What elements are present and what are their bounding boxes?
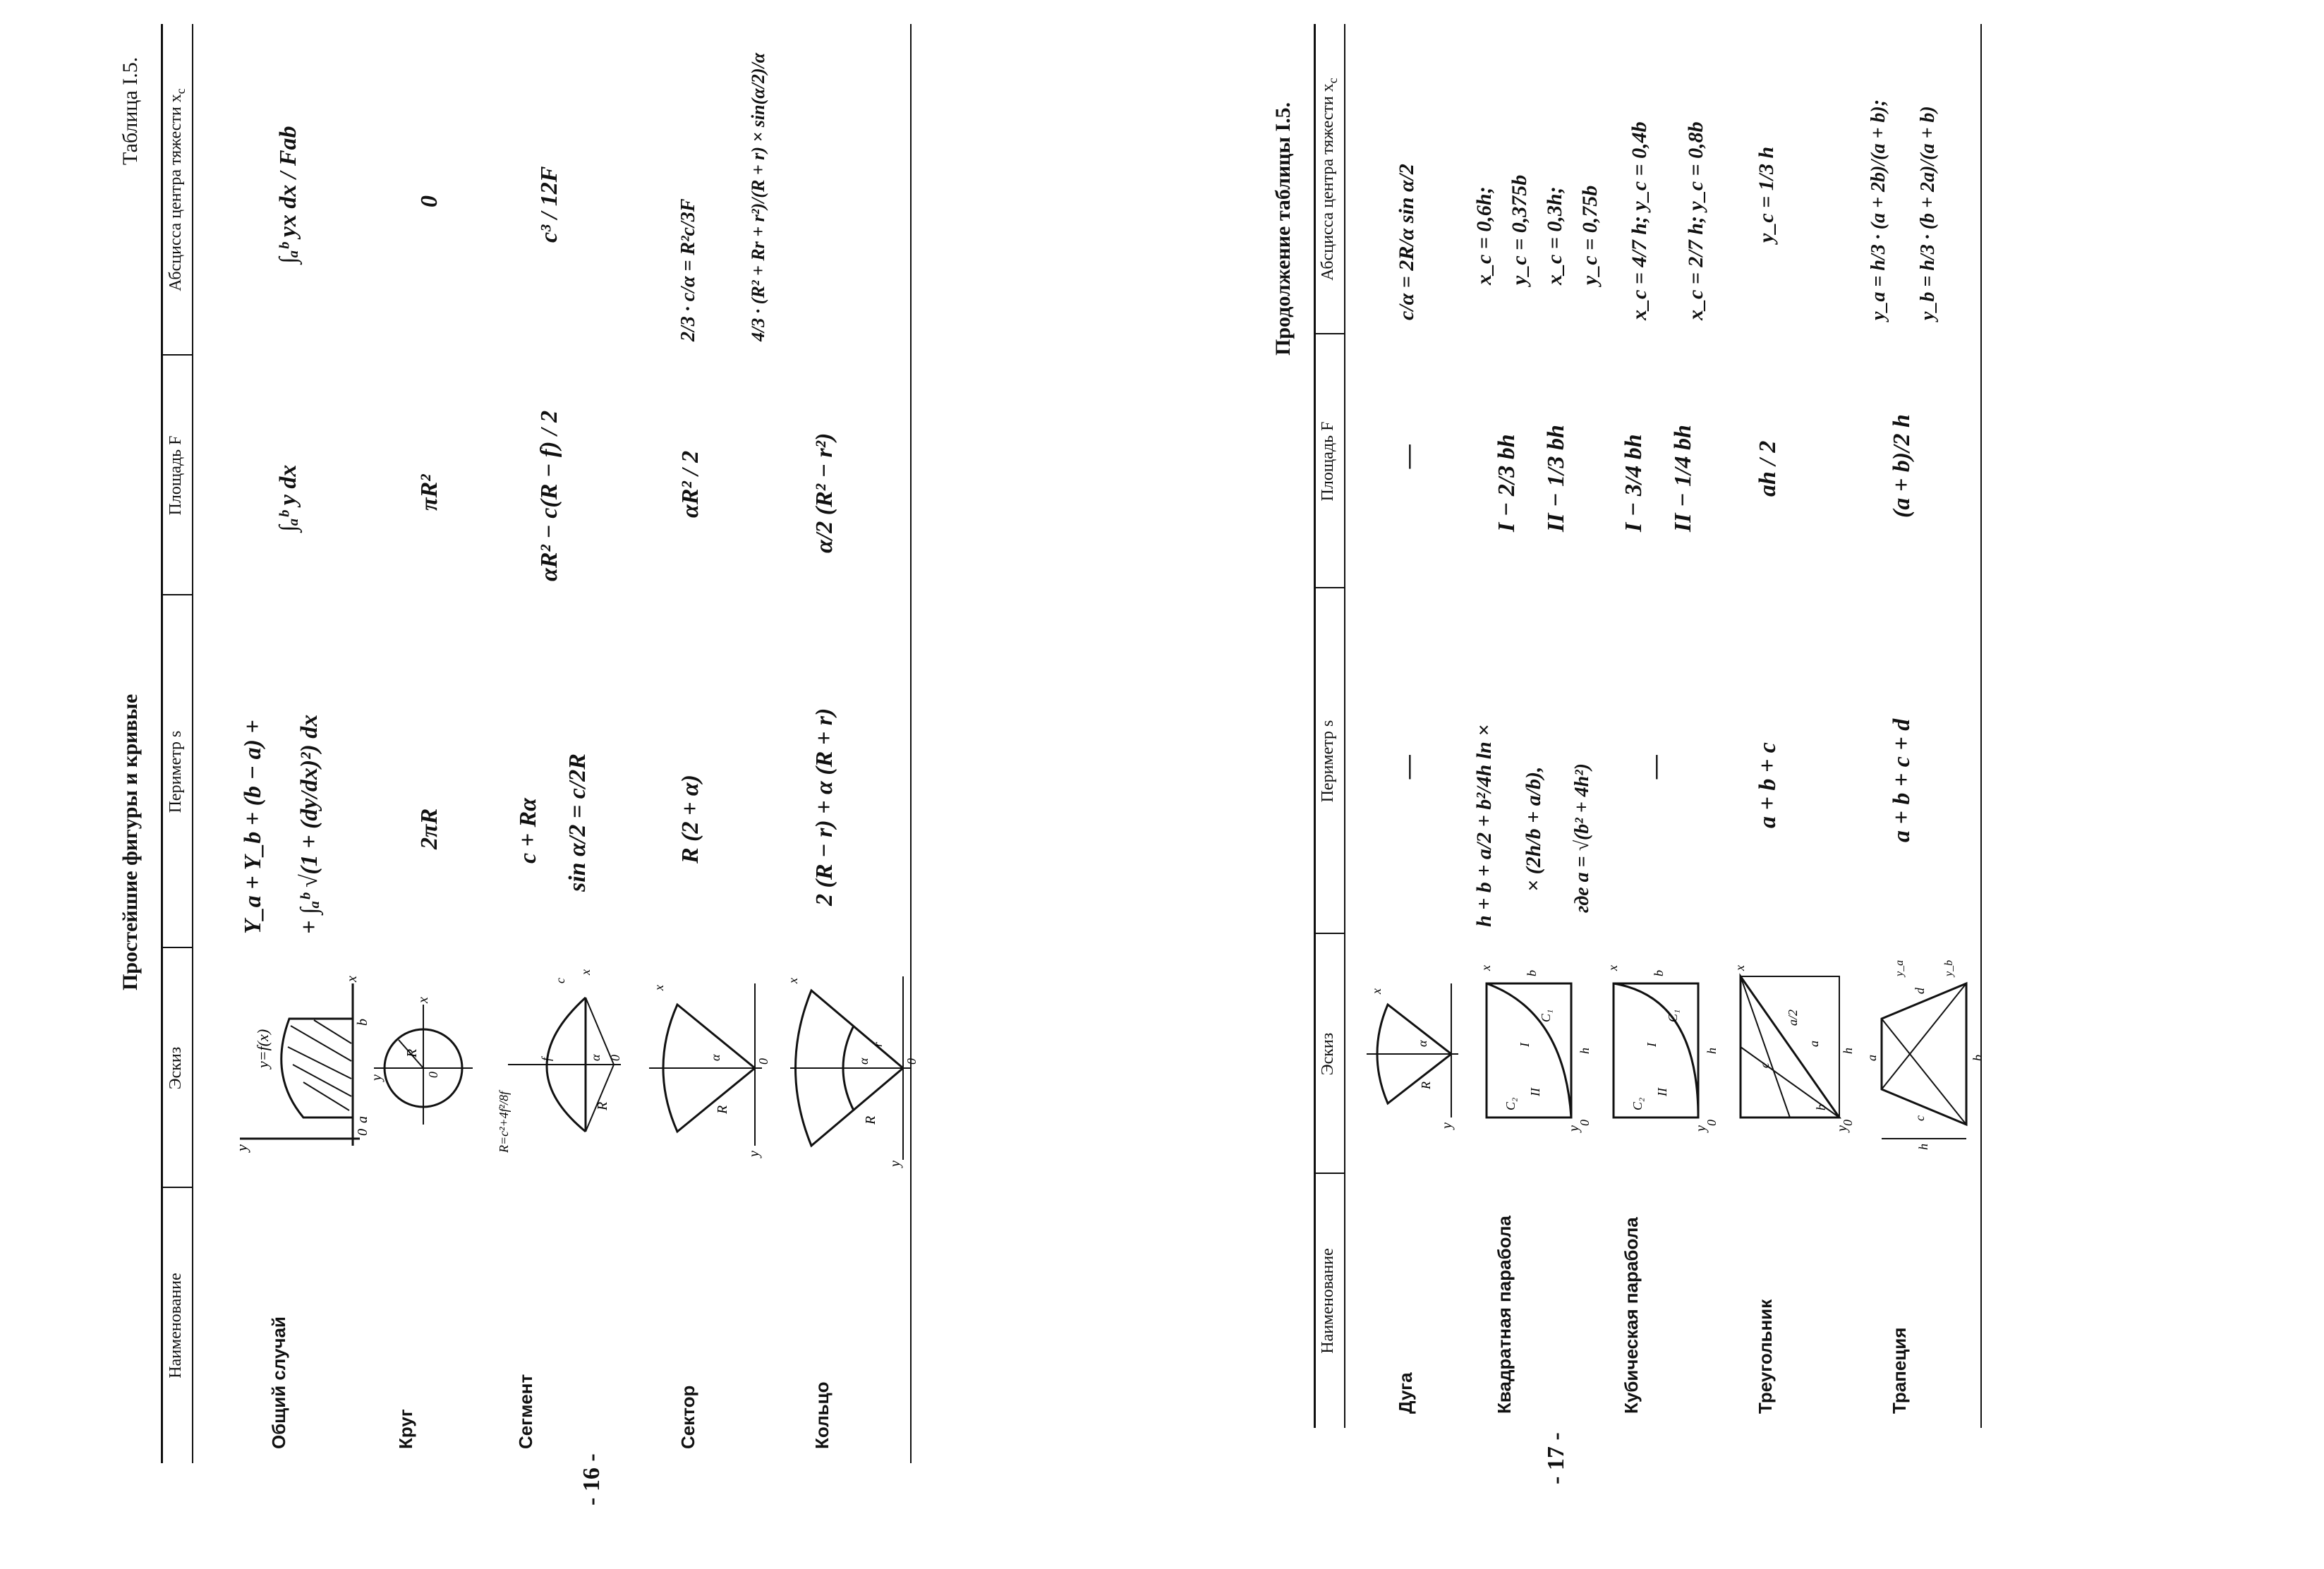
row-name-cubic-parabola: Кубическая парабола <box>1621 1217 1642 1414</box>
svg-text:0: 0 <box>904 1058 919 1065</box>
abscissa-circle: 0 <box>416 195 442 207</box>
svg-text:a/2: a/2 <box>1786 1009 1800 1026</box>
area-segment: αR² − c(R − f) / 2 <box>536 410 562 581</box>
table-number: Таблица I.5. <box>119 56 142 165</box>
page-17 <box>1162 0 2324 1569</box>
row-name-general: Общий случай <box>268 1316 289 1449</box>
svg-text:y: y <box>1834 1125 1850 1132</box>
header-sketch: Эскиз <box>1319 1032 1337 1076</box>
row-name-ring: Кольцо <box>811 1381 833 1449</box>
perimeter-segment-line1: c + Rα <box>515 798 541 864</box>
svg-text:y: y <box>888 1161 903 1167</box>
header-perimeter: Периметр s <box>167 730 185 813</box>
svg-text:0: 0 <box>426 1072 440 1078</box>
svg-text:α: α <box>588 1054 603 1061</box>
page-number: - 17 - <box>1543 1432 1569 1484</box>
area-circle: πR² <box>416 474 442 511</box>
svg-text:y_a: y_a <box>1894 959 1906 976</box>
row-name-triangle: Треугольник <box>1755 1299 1776 1414</box>
svg-text:I: I <box>1645 1043 1659 1047</box>
svg-text:c: c <box>1757 1062 1772 1068</box>
svg-text:y_b: y_b <box>1943 959 1955 976</box>
row-name-square-parabola: Квадратная парабола <box>1494 1216 1515 1414</box>
svg-text:R: R <box>595 1101 610 1110</box>
abscissa-ring: 4/3 · (R² + Rr + r²)/(R + r) × sin(α/2)/α <box>748 52 768 341</box>
svg-text:r: r <box>871 1041 885 1047</box>
svg-text:0: 0 <box>355 1129 370 1136</box>
svg-text:y: y <box>1566 1125 1582 1132</box>
svg-text:h: h <box>1705 1048 1719 1054</box>
svg-text:0: 0 <box>1578 1120 1592 1126</box>
area-general: ∫ₐᵇ y dx <box>275 464 301 532</box>
svg-text:C₁: C₁ <box>1539 1009 1553 1022</box>
header-area: Площадь F <box>167 435 185 516</box>
row-name-sector: Сектор <box>677 1385 698 1449</box>
perimeter-general-line1: Y_a + Y_b + (b − a) + <box>240 720 266 934</box>
perimeter-general-line2: + ∫ₐᵇ √(1 + (dy/dx)²) dx <box>296 714 322 934</box>
header-top-rule <box>1314 24 1316 1428</box>
table-bottom-rule <box>1980 24 1982 1428</box>
abscissa-cubic-parabola-1: x_c = 4/7 h; y_c = 0,4b <box>1628 121 1651 320</box>
svg-text:α: α <box>708 1054 722 1061</box>
svg-text:x: x <box>1479 965 1493 971</box>
abscissa-triangle: y_c = 1/3 h <box>1755 146 1778 243</box>
header-perimeter: Периметр s <box>1319 720 1337 803</box>
svg-text:R: R <box>863 1115 878 1125</box>
svg-text:y: y <box>746 1151 762 1157</box>
abscissa-square-parabola-1: x_c = 0,6h; <box>1472 186 1496 285</box>
svg-text:α: α <box>857 1058 871 1065</box>
svg-text:x: x <box>786 978 800 983</box>
svg-text:y=f(x): y=f(x) <box>254 1029 272 1068</box>
area-ring: α/2 (R² − r²) <box>811 432 837 553</box>
area-cubic-parabola-2: II − 1/4 bh <box>1670 425 1696 532</box>
svg-text:C₂: C₂ <box>1503 1097 1518 1110</box>
header-name: Наименование <box>1319 1248 1337 1354</box>
svg-text:II: II <box>1655 1088 1669 1096</box>
abscissa-square-parabola-4: y_c = 0,75b <box>1578 185 1602 285</box>
perimeter-ring: 2 (R − r) + α (R + r) <box>811 708 837 906</box>
svg-text:R: R <box>1419 1082 1433 1089</box>
perimeter-trapezoid: a + b + c + d <box>1889 718 1915 842</box>
svg-text:α: α <box>1415 1040 1429 1047</box>
header-bottom-rule <box>1344 24 1345 1428</box>
circle-sketch <box>367 991 480 1146</box>
svg-text:x: x <box>416 997 431 1003</box>
svg-text:b: b <box>1652 970 1666 976</box>
svg-text:R: R <box>715 1105 730 1114</box>
svg-text:0: 0 <box>1705 1120 1719 1126</box>
area-arc: — <box>1395 444 1421 468</box>
svg-text:f: f <box>539 1057 553 1061</box>
svg-text:x: x <box>344 976 360 982</box>
svg-text:h: h <box>1916 1144 1930 1150</box>
svg-text:x: x <box>1369 988 1384 994</box>
svg-text:0: 0 <box>756 1058 770 1065</box>
page-number: - 16 - <box>579 1453 605 1506</box>
perimeter-sector: R (2 + α) <box>677 774 703 864</box>
svg-text:R=c²+4f²/8f: R=c²+4f²/8f <box>497 1091 511 1153</box>
perimeter-square-parabola-line3: где a = √(b² + 4h²) <box>1571 763 1593 913</box>
perimeter-arc: — <box>1395 755 1421 779</box>
svg-text:y: y <box>1693 1125 1709 1132</box>
svg-text:y: y <box>233 1144 250 1151</box>
svg-text:y: y <box>369 1074 385 1081</box>
right-table-rotated <box>1162 0 2324 1569</box>
triangle-sketch <box>1726 955 1853 1153</box>
abscissa-trapezoid-1: y_a = h/3 · (a + 2b)/(a + b); <box>1868 99 1889 320</box>
svg-text:x: x <box>1606 965 1620 971</box>
table-title: Простейшие фигуры и кривые <box>119 693 142 991</box>
area-trapezoid: (a + b)/2 h <box>1889 414 1915 518</box>
perimeter-cubic-parabola: — <box>1642 755 1668 779</box>
table-title: Продолжение таблицы I.5. <box>1271 102 1295 356</box>
svg-text:b: b <box>1814 1104 1828 1110</box>
area-square-parabola-1: I − 2/3 bh <box>1494 434 1520 532</box>
square-parabola-sketch <box>1472 955 1592 1153</box>
header-area: Площадь F <box>1319 421 1337 502</box>
area-sector: αR² / 2 <box>677 450 703 518</box>
area-square-parabola-2: II − 1/3 bh <box>1543 425 1569 532</box>
svg-text:R: R <box>404 1048 420 1058</box>
header-bottom-rule <box>192 24 193 1463</box>
area-triangle: ah / 2 <box>1755 440 1781 497</box>
perimeter-square-parabola-line1: h + b + a/2 + b²/4h ln × <box>1472 724 1496 927</box>
svg-text:0: 0 <box>608 1055 622 1061</box>
trapezoid-sketch <box>1860 955 1987 1153</box>
row-name-segment: Сегмент <box>515 1374 536 1449</box>
abscissa-sector: 2/3 · c/α = R²c/3F <box>677 198 699 341</box>
svg-text:d: d <box>1913 988 1927 994</box>
abscissa-trapezoid-2: y_b = h/3 · (b + 2a)/(a + b) <box>1917 106 1939 320</box>
segment-sketch <box>487 962 621 1174</box>
abscissa-arc: c/α = 2R/α sin α/2 <box>1395 164 1418 320</box>
svg-text:x: x <box>579 969 593 975</box>
header-top-rule <box>161 24 163 1463</box>
sector-sketch <box>635 969 769 1167</box>
svg-text:b: b <box>1971 1055 1985 1061</box>
perimeter-triangle: a + b + c <box>1755 742 1781 828</box>
ring-sketch <box>776 962 917 1174</box>
svg-text:a: a <box>355 1116 370 1123</box>
area-cubic-parabola-1: I − 3/4 bh <box>1621 434 1647 532</box>
svg-text:C₁: C₁ <box>1666 1009 1680 1022</box>
svg-text:0: 0 <box>1841 1120 1855 1126</box>
abscissa-segment: c³ / 12F <box>536 166 562 243</box>
svg-text:h: h <box>1841 1048 1855 1054</box>
svg-text:a: a <box>1807 1041 1821 1047</box>
svg-text:h: h <box>1578 1048 1592 1054</box>
svg-text:C₂: C₂ <box>1630 1097 1645 1110</box>
abscissa-square-parabola-2: y_c = 0,375b <box>1508 174 1531 285</box>
table-bottom-rule <box>910 24 912 1463</box>
row-name-circle: Круг <box>395 1409 416 1449</box>
header-name: Наименование <box>167 1273 185 1379</box>
header-sketch: Эскиз <box>167 1046 185 1090</box>
cubic-parabola-sketch <box>1599 955 1719 1153</box>
abscissa-cubic-parabola-2: x_c = 2/7 h; y_c = 0,8b <box>1684 121 1707 320</box>
header-abscissa: Абсцисса центра тяжести $x_c$ <box>1319 78 1340 281</box>
svg-text:b: b <box>355 1019 370 1026</box>
abscissa-general: ∫ₐᵇ yx dx / Fab <box>275 126 301 264</box>
abscissa-square-parabola-3: x_c = 0,3h; <box>1543 186 1566 285</box>
perimeter-square-parabola-line2: × (2h/b + a/b), <box>1522 766 1545 892</box>
header-abscissa: Абсцисса центра тяжести $x_c$ <box>167 88 188 291</box>
perimeter-segment-line2: sin α/2 = c/2R <box>564 753 591 892</box>
svg-text:x: x <box>1733 965 1747 971</box>
svg-text:c: c <box>553 978 567 983</box>
svg-text:a: a <box>1865 1055 1879 1061</box>
svg-text:I: I <box>1518 1043 1532 1047</box>
general-case-sketch <box>226 969 370 1167</box>
arc-sketch <box>1360 962 1465 1146</box>
row-name-arc: Дуга <box>1395 1372 1416 1414</box>
svg-text:c: c <box>1913 1115 1927 1121</box>
perimeter-circle: 2πR <box>416 808 442 849</box>
svg-text:x: x <box>652 985 666 991</box>
svg-text:y: y <box>1439 1122 1455 1129</box>
svg-text:b: b <box>1525 970 1539 976</box>
svg-text:II: II <box>1528 1088 1542 1096</box>
row-name-trapezoid: Трапеция <box>1889 1327 1910 1414</box>
